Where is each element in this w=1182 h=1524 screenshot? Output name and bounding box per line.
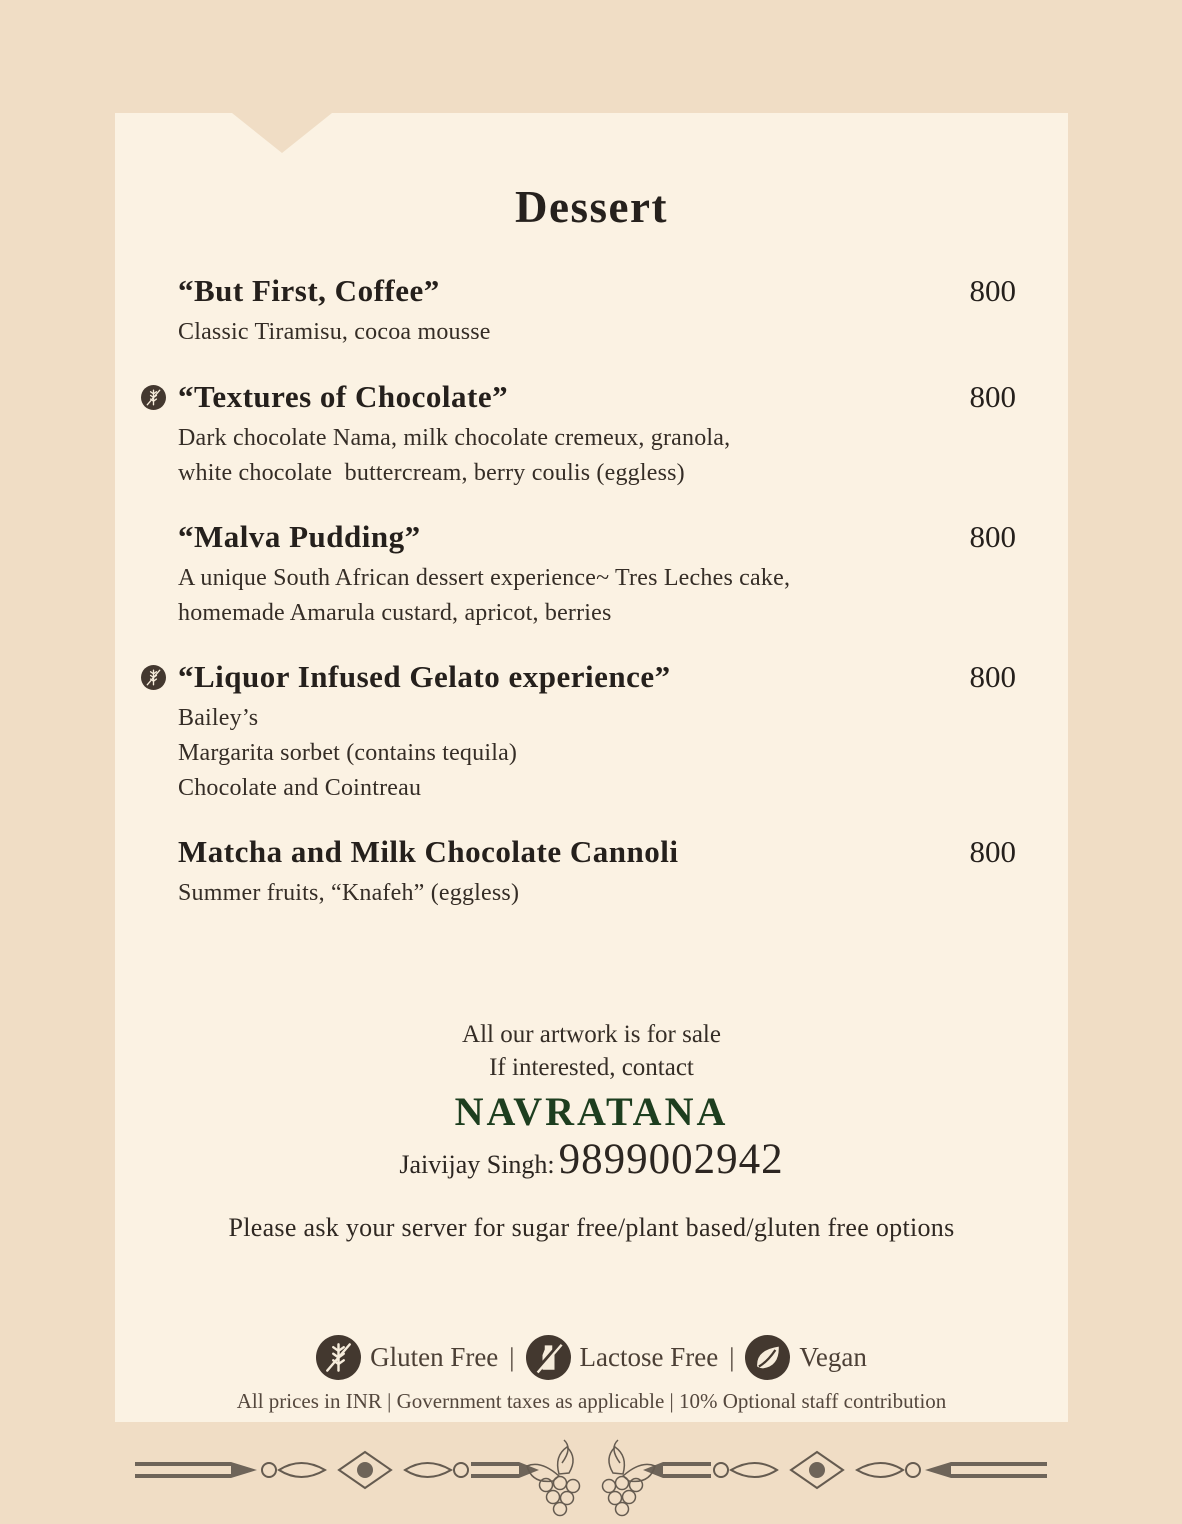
item-name: “But First, Coffee” <box>178 273 440 308</box>
item-price: 800 <box>969 519 1016 554</box>
contact-phone: 9899002942 <box>558 1136 784 1183</box>
item-name: Matcha and Milk Chocolate Cannoli <box>178 834 679 869</box>
menu-card <box>115 113 1068 1422</box>
item-name: “Textures of Chocolate” <box>178 379 509 414</box>
contact-name: Jaivijay Singh: <box>399 1150 555 1179</box>
artwork-line: All our artwork is for sale <box>462 1021 721 1048</box>
item-price: 800 <box>969 659 1016 694</box>
decorative-divider <box>131 1436 1051 1524</box>
item-description: Dark chocolate Nama, milk chocolate cremeux, granola, <box>178 425 731 451</box>
fine-print: All prices in INR | Government taxes as applicable | 10% Optional staff contribution <box>236 1389 947 1413</box>
item-description: homemade Amarula custard, apricot, berries <box>178 600 612 626</box>
item-price: 800 <box>969 273 1016 308</box>
gluten-free-icon <box>141 665 166 690</box>
item-description: Summer fruits, “Knafeh” (eggless) <box>178 880 520 906</box>
gluten-free-icon <box>316 1335 361 1380</box>
item-name: “Malva Pudding” <box>178 519 421 554</box>
page-title: Dessert <box>515 182 668 232</box>
legend-label: Vegan <box>799 1342 867 1372</box>
item-description: Classic Tiramisu, cocoa mousse <box>178 319 491 345</box>
menu-item <box>115 377 1068 491</box>
dietary-legend <box>115 1335 1068 1380</box>
menu-item <box>115 832 1068 911</box>
top-notch-decoration <box>232 113 332 153</box>
legend-label: Lactose Free <box>579 1342 719 1372</box>
contact-line <box>115 1135 1068 1184</box>
legend-separator: | <box>729 1342 735 1372</box>
item-description: Chocolate and Cointreau <box>178 775 422 801</box>
item-description: white chocolate buttercream, berry coulis (eggless) <box>178 460 685 486</box>
artwork-for-sale-block <box>115 1018 1068 1184</box>
item-name: “Liquor Infused Gelato experience” <box>178 659 671 694</box>
menu-item <box>115 657 1068 806</box>
item-price: 800 <box>969 834 1016 869</box>
server-note: Please ask your server for sugar free/plant based/gluten free options <box>228 1213 955 1242</box>
lactose-free-icon <box>526 1335 571 1380</box>
legend-label: Gluten Free <box>370 1342 499 1372</box>
item-price: 800 <box>969 379 1016 414</box>
gluten-free-icon <box>141 385 166 410</box>
item-description: Margarita sorbet (contains tequila) <box>178 740 518 766</box>
legend-separator: | <box>509 1342 515 1372</box>
item-description: A unique South African dessert experience~ Tres Leches cake, <box>178 565 791 591</box>
brand-name: NAVRATANA <box>454 1089 729 1134</box>
menu-item <box>115 271 1068 350</box>
vegan-icon <box>745 1335 790 1380</box>
menu-item <box>115 517 1068 631</box>
item-description: Bailey’s <box>178 705 259 731</box>
artwork-line: If interested, contact <box>489 1054 694 1081</box>
